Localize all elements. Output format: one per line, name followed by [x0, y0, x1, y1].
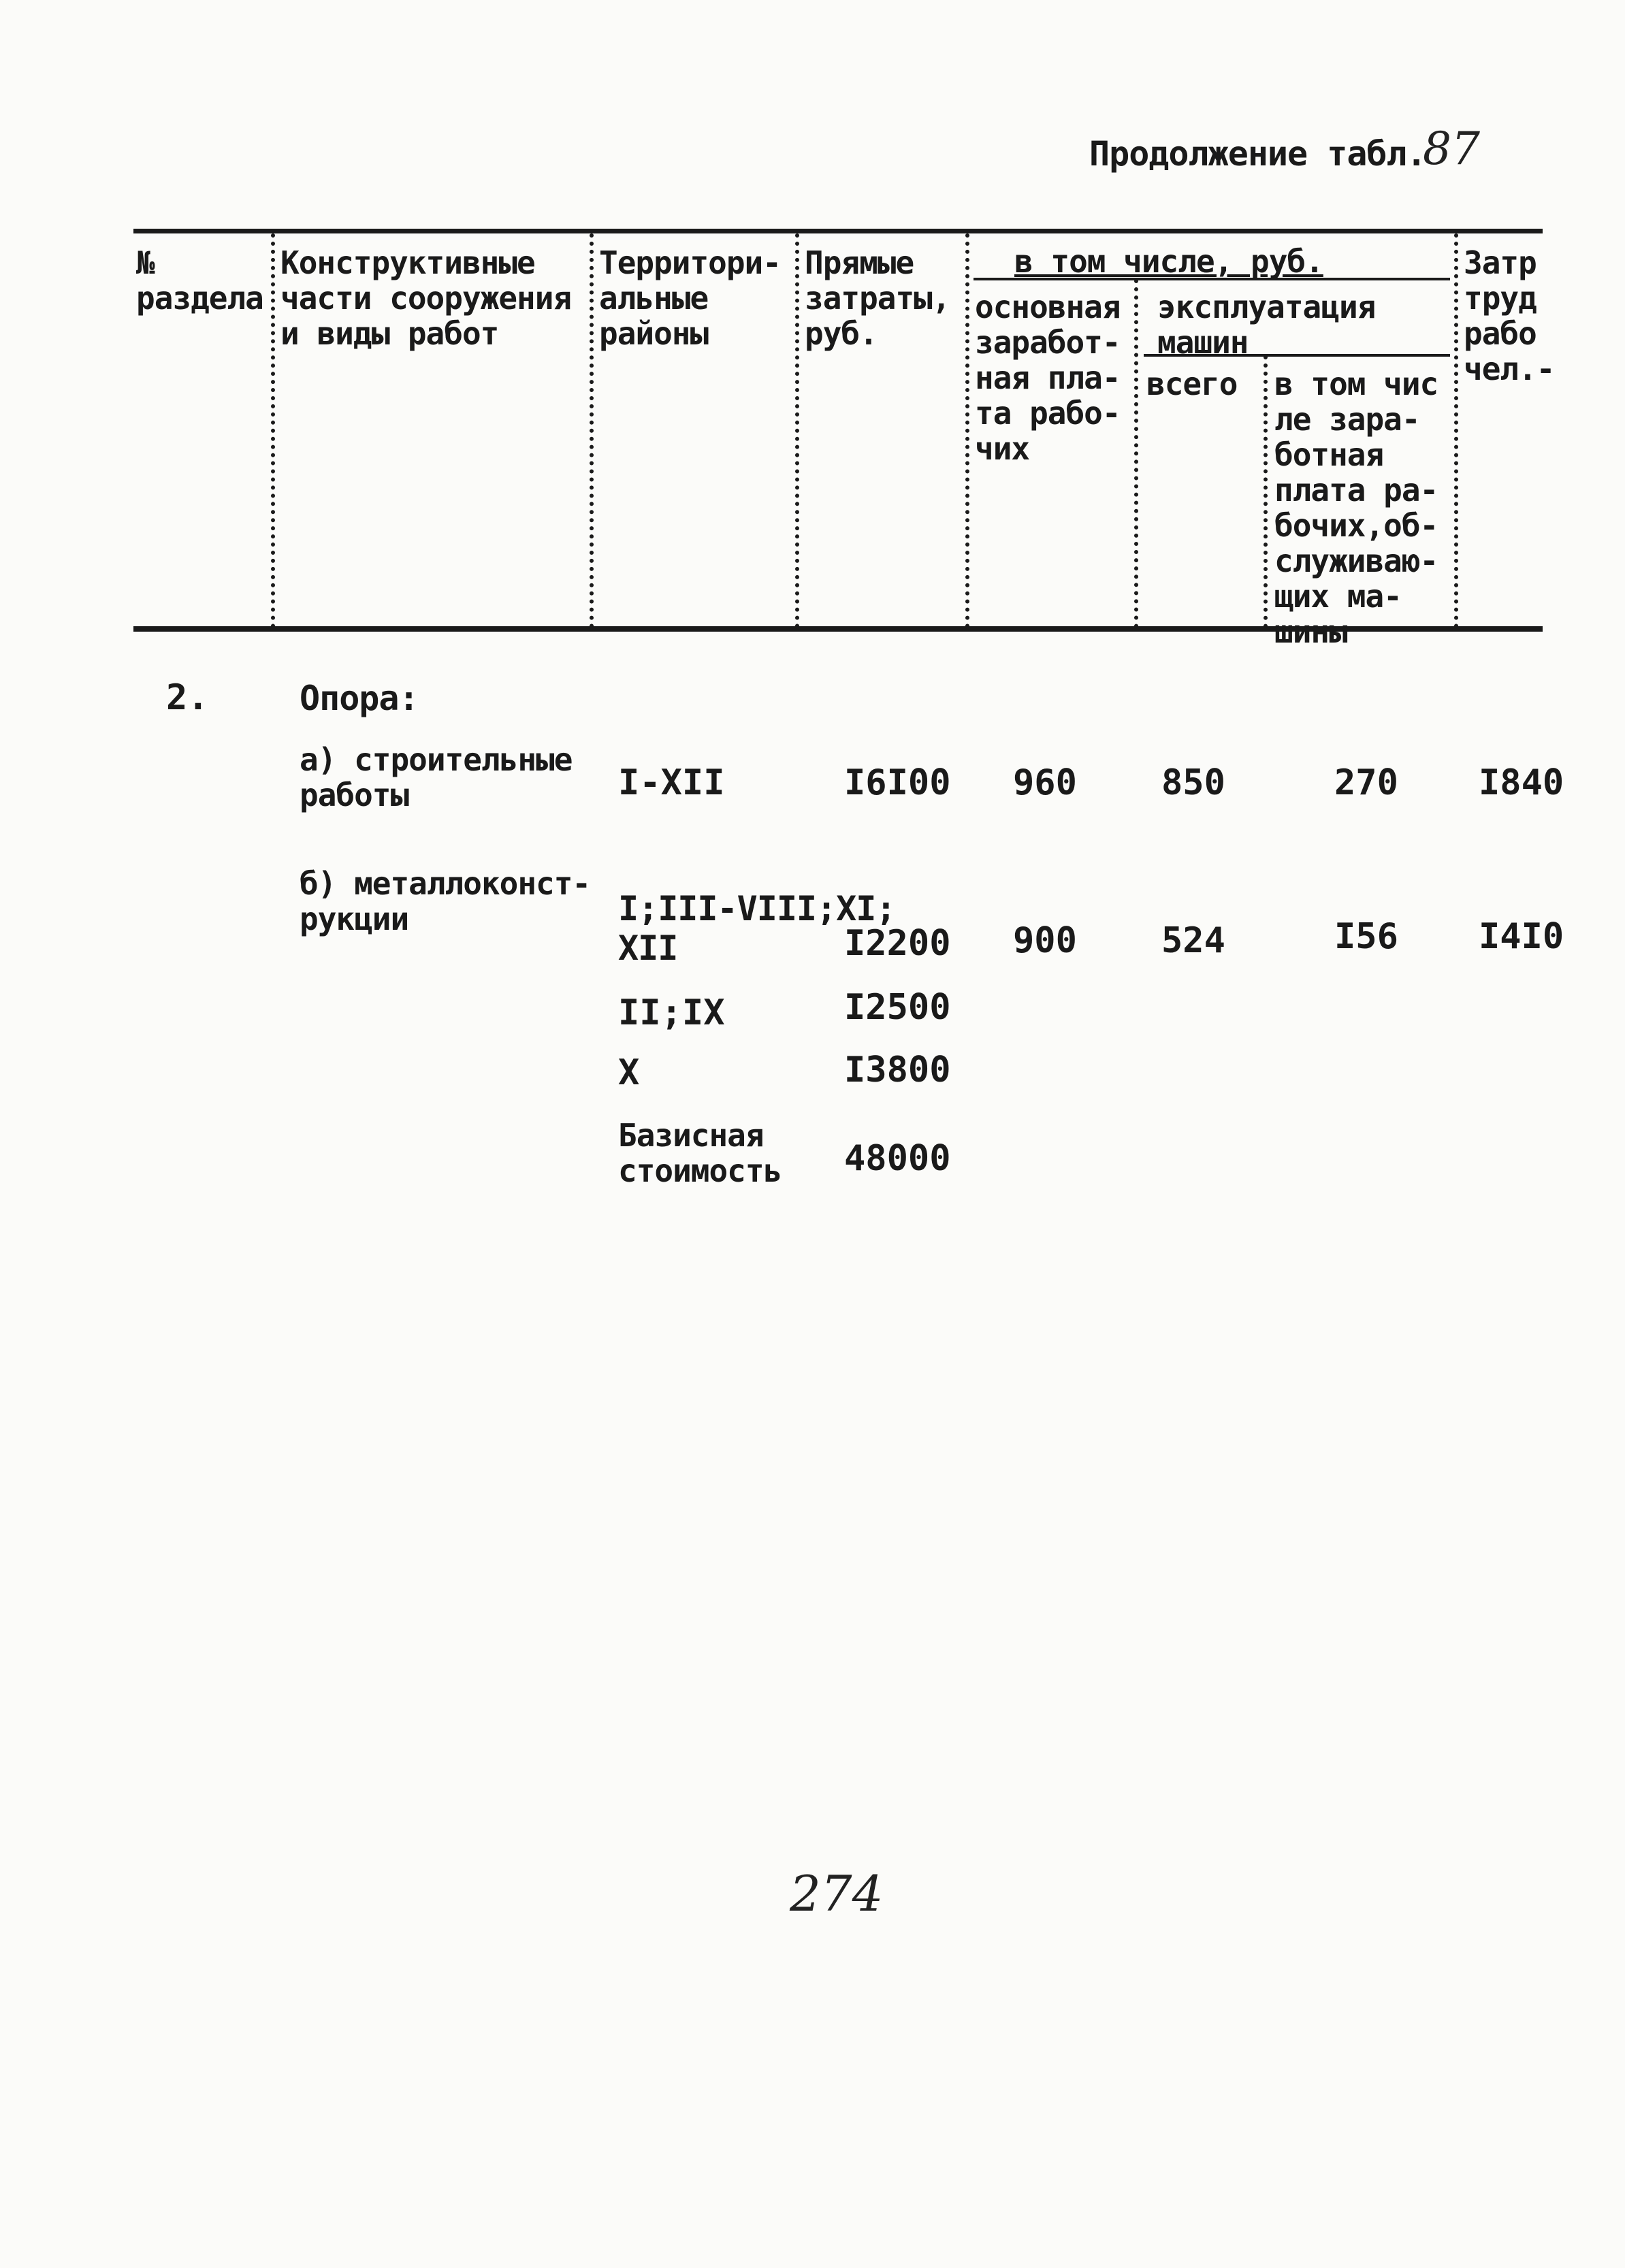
- header-incl-wage: в том чис ле зара- ботная плата ра- бочих,об- служиваю- щих ма- шины: [1274, 366, 1438, 650]
- base-cost-label: Базисная стоимость: [618, 1117, 782, 1189]
- row-b-total: 524: [1161, 920, 1225, 961]
- header-direct-costs: Прямые затраты, руб.: [805, 244, 950, 352]
- col-divider-1: [271, 233, 275, 628]
- row-b-wage: 900: [1013, 920, 1077, 961]
- header-parts: Конструктивные части сооружения и виды работ: [280, 244, 572, 352]
- table-number: 87: [1423, 123, 1480, 175]
- header-incl-group: в том числе, руб.: [1014, 243, 1323, 280]
- header-labor: Затр труд рабо чел.-: [1464, 244, 1555, 387]
- row-b-incl: I56: [1334, 916, 1398, 957]
- row-title: Опора:: [300, 679, 419, 718]
- row-a-labor: I840: [1479, 762, 1564, 803]
- row-a-wage: 960: [1013, 762, 1077, 803]
- row-b-region-1: I;III-VIII;XI; XII: [618, 889, 896, 968]
- base-cost-value: 48000: [844, 1138, 951, 1179]
- col-divider-2: [590, 233, 594, 628]
- header-section: № раздела: [136, 244, 263, 317]
- row-a-label: а) строительные работы: [300, 741, 573, 813]
- row-b-direct-3: I3800: [844, 1050, 951, 1090]
- col-divider-6: [1264, 355, 1268, 628]
- col-divider-4: [965, 233, 969, 628]
- row-b-labor: I4I0: [1479, 916, 1564, 957]
- row-a-total: 850: [1161, 762, 1225, 803]
- row-b-region-3: X: [618, 1052, 640, 1093]
- header-total: всего: [1146, 366, 1238, 402]
- header-machine-op: эксплуатация машин: [1157, 289, 1376, 361]
- col-divider-3: [795, 233, 799, 628]
- table-top-rule: [133, 229, 1543, 233]
- col-divider-7: [1454, 233, 1458, 628]
- row-b-region-2: II;IX: [618, 992, 725, 1033]
- page-number: 274: [790, 1865, 884, 1922]
- row-b-direct-2: I2500: [844, 987, 951, 1028]
- section-number: 2.: [166, 677, 209, 718]
- continuation-label: Продолжение табл.: [1089, 134, 1426, 174]
- header-regions: Территори- альные районы: [599, 244, 781, 352]
- row-b-direct-1: I2200: [844, 923, 951, 964]
- row-b-label: б) металлоконст- рукции: [300, 865, 591, 937]
- row-a-direct: I6I00: [844, 762, 951, 803]
- row-a-incl: 270: [1334, 762, 1398, 803]
- col-divider-5: [1134, 279, 1138, 628]
- row-a-region: I-XII: [618, 762, 725, 803]
- header-base-wage: основная заработ- ная пла- та рабо- чих: [975, 289, 1121, 467]
